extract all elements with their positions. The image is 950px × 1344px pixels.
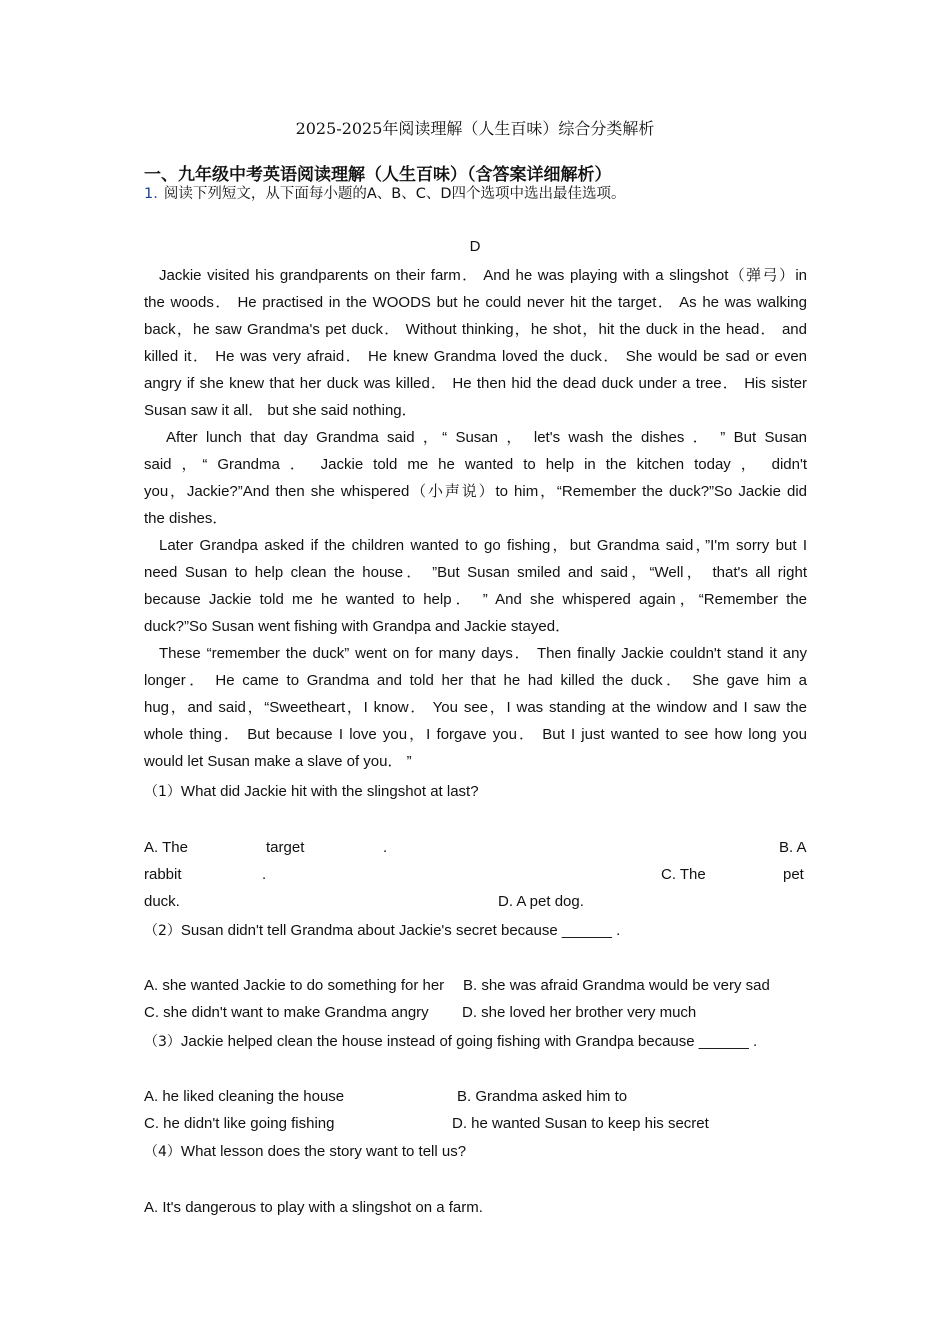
passage-line: Jackie visited his grandparents on their farm． And he was playing with a slingshot（弹弓）in (159, 267, 807, 284)
passage-line: duck?”So Susan went fishing with Grandpa and Jackie stayed． (144, 618, 571, 635)
q1-option-c-word: pet (783, 866, 804, 883)
passage-line: longer． He came to Grandma and told her that he had killed the duck． She gave him a (144, 672, 807, 689)
question-2-number: （2） (144, 923, 181, 939)
question-number: 1. (144, 186, 158, 202)
question-1-text: What did Jackie hit with the slingshot at last? (180, 783, 479, 800)
passage-line: said ，“ Grandma ． Jackie told me he wanted to help in the kitchen today ， didn't (144, 456, 807, 473)
passage-line: Susan saw it all． but she said nothing． (144, 402, 417, 419)
passage-paragraph-3 (144, 532, 807, 640)
q1-option-a-word: target (266, 839, 305, 856)
passage-line: the dishes． (144, 510, 228, 527)
passage-line: Later Grandpa asked if the children wanted to go fishing，but Grandma said，”I'm sorry but I (159, 537, 807, 554)
question-3-text: Jackie helped clean the house instead of going fishing with Grandpa because ______ . (180, 1033, 758, 1050)
passage-line: whole thing． But because I love you，I forgave you． But I just wanted to see how long you (144, 726, 807, 743)
passage-line: angry if she knew that her duck was killed． He then hid the dead duck under a tree． His sister (144, 375, 807, 392)
q1-option-c[interactable]: C. The (661, 866, 706, 883)
passage-label: D (469, 238, 481, 255)
question-3-number: （3） (144, 1034, 181, 1050)
q2-option-d[interactable]: D. she loved her brother very much (462, 1004, 697, 1021)
question-1-number: （1） (144, 784, 181, 800)
passage-line: After lunch that day Grandma said ，“ Susan ， let's wash the dishes ． ” But Susan (166, 429, 807, 446)
passage-paragraph-2 (144, 424, 807, 532)
q3-option-b[interactable]: B. Grandma asked him to (457, 1088, 628, 1105)
q1-option-a-period: . (383, 839, 388, 856)
q2-option-c[interactable]: C. she didn't want to make Grandma angry (144, 1004, 429, 1021)
passage-line: need Susan to help clean the house． ”But Susan smiled and said，“Well， that's all right (144, 564, 807, 581)
q1-option-b-word: rabbit (144, 866, 182, 883)
question-4-text: What lesson does the story want to tell us? (180, 1143, 467, 1160)
question-2-stem (144, 920, 620, 940)
passage-line: These “remember the duck” went on for many days． Then finally Jackie couldn't stand it any (159, 645, 807, 662)
passage-line: the woods． He practised in the WOODS but he could never hit the target． As he was walking (144, 294, 807, 311)
question-4-stem (144, 1141, 466, 1161)
passage-line: you，Jackie?”And then she whispered（小声说）to him，“Remember the duck?”So Jackie did (144, 483, 807, 500)
q3-option-c[interactable]: C. he didn't like going fishing (144, 1115, 335, 1132)
question-2-text: Susan didn't tell Grandma about Jackie's secret because ______ . (180, 922, 621, 939)
passage-paragraph-4 (144, 640, 807, 775)
q1-option-d[interactable]: D. A pet dog. (498, 893, 584, 910)
question-4-number: （4） (144, 1144, 181, 1160)
q1-option-c-word-2: duck. (144, 893, 180, 910)
passage-paragraph-1 (144, 262, 807, 424)
passage-line: hug，and said，“Sweetheart，I know． You see，I was standing at the window and I saw the (144, 699, 807, 716)
q3-option-a[interactable]: A. he liked cleaning the house (144, 1088, 345, 1105)
section-heading: 一、九年级中考英语阅读理解（人生百味）（含答案详细解析） (144, 165, 612, 185)
q3-option-d[interactable]: D. he wanted Susan to keep his secret (452, 1115, 709, 1132)
passage-line: killed it． He was very afraid． He knew Grandma loved the duck． She would be sad or even (144, 348, 807, 365)
q2-option-a[interactable]: A. she wanted Jackie to do something for her (144, 977, 445, 994)
q2-option-b[interactable]: B. she was afraid Grandma would be very sad (463, 977, 770, 994)
passage-line: would let Susan make a slave of you． ” (144, 753, 412, 770)
q4-option-a[interactable]: A. It's dangerous to play with a slingshot on a farm. (144, 1199, 483, 1216)
question-3-stem (144, 1031, 757, 1051)
q1-option-a[interactable]: A. The (144, 839, 188, 856)
question-instruction (144, 182, 626, 203)
passage-line: because Jackie told me he wanted to help． ” And she whispered again，“Remember the (144, 591, 807, 608)
document-title: 2025-2025年阅读理解（人生百味）综合分类解析 (295, 119, 655, 138)
passage-line: back，he saw Grandma's pet duck． Without thinking，he shot，hit the duck in the head． and (144, 321, 807, 338)
question-1-stem (144, 781, 479, 801)
q1-option-b-period: . (262, 866, 267, 883)
q1-option-b[interactable]: B. A (779, 839, 807, 856)
instruction-text: 阅读下列短文，从下面每小题的A、B、C、D四个选项中选出最佳选项。 (163, 186, 626, 202)
